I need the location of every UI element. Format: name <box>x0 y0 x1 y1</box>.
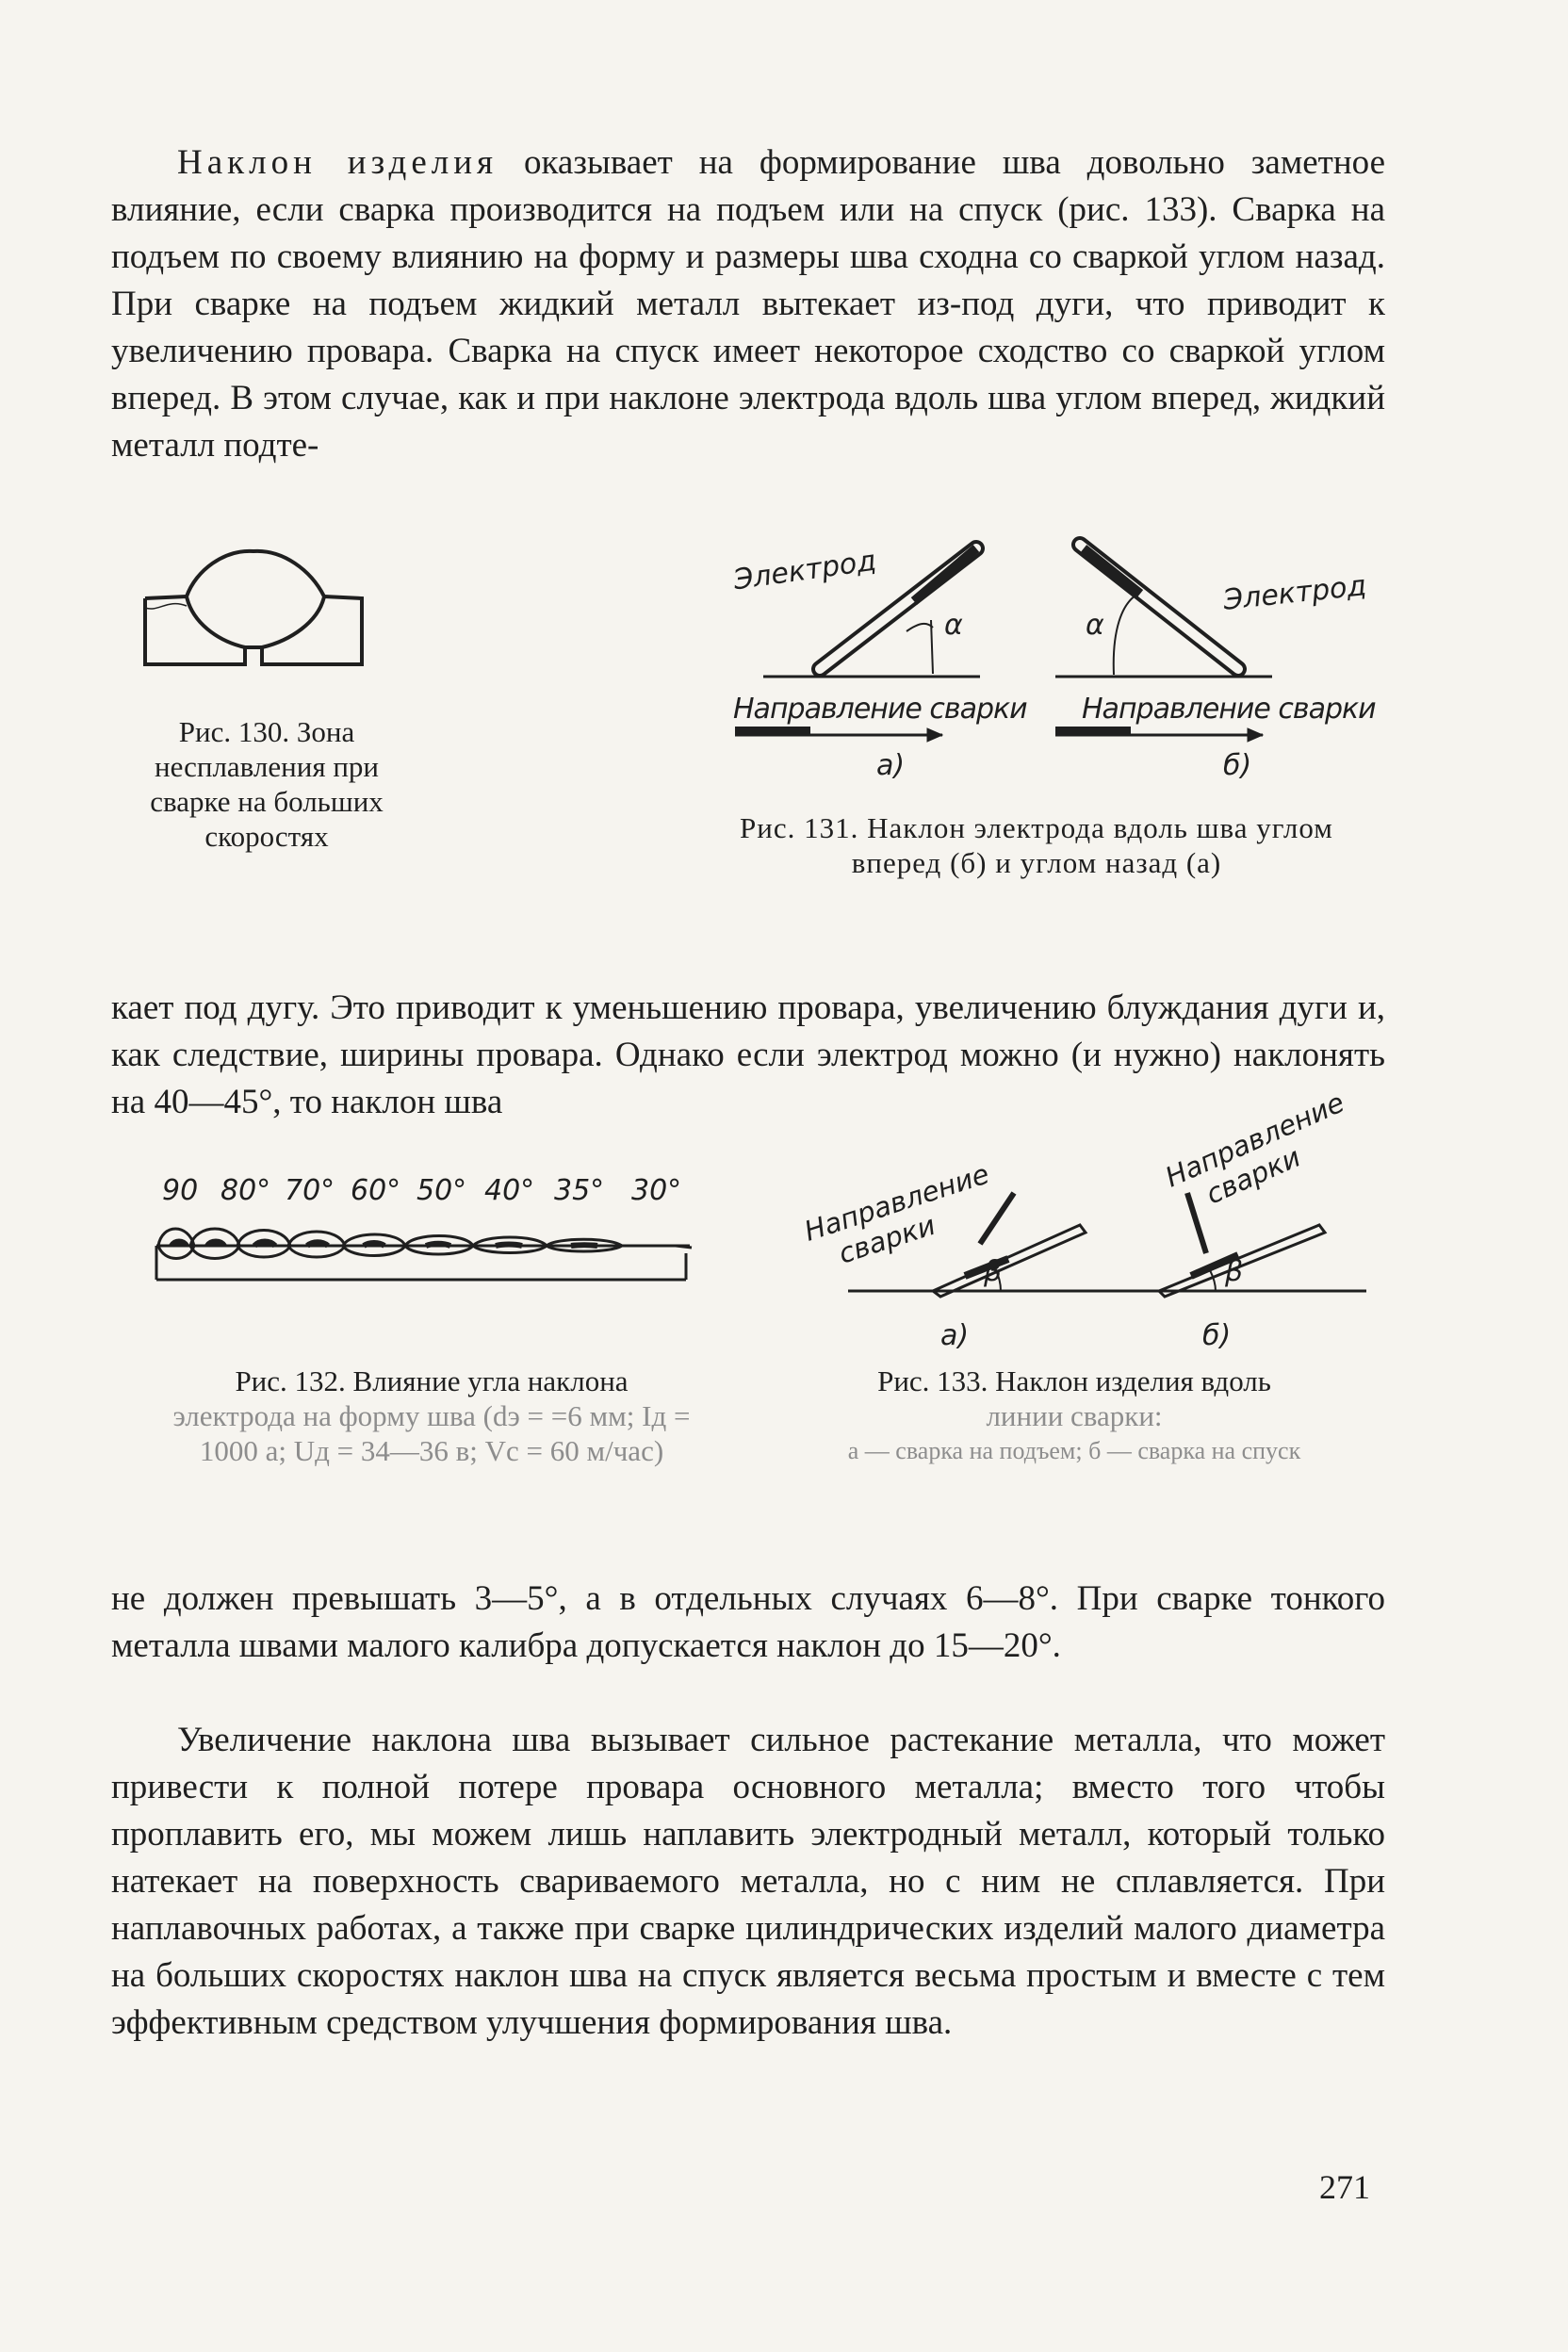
fig133-a-label-direction: Направление сварки <box>800 1157 993 1270</box>
paragraph-1-text: оказывает на формирование шва довольно заметное влияние, если сварка производится на подъем или на спуск (рис. 133). Сварка на подъем по своему влиянию на форму и размеры шва сходна со сваркой углом назад. При сварке на подъем жидкий металл вытекает из-под дуги, что приводит к увеличению провара. Сварка на спуск имеет некоторое сходство со сваркой углом вперед. В этом случае, как и при наклоне электрода вдоль шва углом вперед, жидкий металл подте- <box>111 143 1385 465</box>
fig132-angle-90: 90 <box>162 1174 199 1207</box>
fig132-angle-40: 40° <box>484 1174 535 1207</box>
fig133-sub-a: а) <box>940 1319 970 1352</box>
fig133-a-electrode <box>980 1193 1014 1244</box>
fig133-b-label-beta: β <box>1225 1255 1244 1288</box>
fig133-caption-main: Рис. 133. Наклон изделия вдоль <box>877 1364 1271 1397</box>
fig132-angle-60: 60° <box>351 1174 401 1207</box>
fig132-angle-80: 80° <box>220 1174 271 1207</box>
fig133-sub-b: б) <box>1202 1319 1232 1352</box>
paragraph-3: не должен превышать 3—5°, а в отдельных случаях 6—8°. При сварке тонкого металла швами малого калибра допускается наклон до 15—20°. <box>111 1579 1385 1665</box>
fig132-caption-faint: электрода на форму шва (dэ = =6 мм; Iд = 1000 а; Uд = 34—36 в; Vс = 60 м/час) <box>172 1399 691 1467</box>
paragraph-4: Увеличение наклона шва вызывает сильное растекание металла, что может привести к полной потере провара основного металла; вместо того чтобы проплавить его, мы можем лишь наплавить электродный металл, который только натекает на поверхность свариваемого металла, но с ним не сплавляется. При наплавочных работах, а также при сварке цилиндрических изделий малого диаметра на больших скоростях наклон шва на спуск является весьма простым и вместе с тем эффективным средством улучшения формирования шва. <box>111 1721 1385 2042</box>
fig131-sub-b: б) <box>1223 749 1252 782</box>
fig131-label-direction-a: Направление сварки <box>733 693 1027 726</box>
fig131-label-alpha-a: α <box>944 609 963 642</box>
fig130-caption: Рис. 130. Зона несплавления при сварке на больших скоростях <box>150 715 384 853</box>
fig131-label-electrode-b: Электрод <box>1221 569 1368 617</box>
page-number: 271 <box>1319 2168 1370 2206</box>
fig133-caption-faint-2: а — сварка на подъем; б — сварка на спуск <box>847 1437 1301 1464</box>
fig133-a-plate <box>933 1225 1086 1297</box>
fig132-angle-30: 30° <box>631 1174 682 1207</box>
fig132-angle-35: 35° <box>554 1174 605 1207</box>
fig131-label-electrode-a: Электрод <box>731 544 879 597</box>
fig133-b-label-direction: Направление сварки <box>1160 1086 1349 1211</box>
fig131-label-direction-b: Направление сварки <box>1082 693 1376 726</box>
fig131-a-axis <box>931 620 933 674</box>
fig131-label-alpha-b: α <box>1086 609 1104 642</box>
fig132-bead-drawing <box>153 1206 699 1291</box>
fig133-a-label-beta: β <box>984 1255 1003 1288</box>
fig130-weld-drawing <box>139 542 384 674</box>
paragraph-1 <box>111 139 1385 469</box>
fig131-sub-a: а) <box>876 749 906 782</box>
fig132-caption <box>158 1364 705 1468</box>
fig132-angle-50: 50° <box>416 1174 467 1207</box>
fig132-caption-main: Рис. 132. Влияние угла наклона <box>235 1364 629 1397</box>
fig132-angle-70: 70° <box>285 1174 335 1207</box>
fig131-caption: Рис. 131. Наклон электрода вдоль шва углом вперед (б) и углом назад (а) <box>740 811 1333 879</box>
paragraph-2: кает под дугу. Это приводит к уменьшению провара, увеличению блуждания дуги и, как следствие, ширины провара. Однако если электрод можно (и нужно) наклонять на 40—45°, то наклон шва <box>111 988 1385 1121</box>
fig133-caption-faint-1: линии сварки: <box>986 1399 1163 1432</box>
spaced-term: Наклон изделия <box>177 143 498 182</box>
fig133-caption <box>782 1364 1366 1468</box>
